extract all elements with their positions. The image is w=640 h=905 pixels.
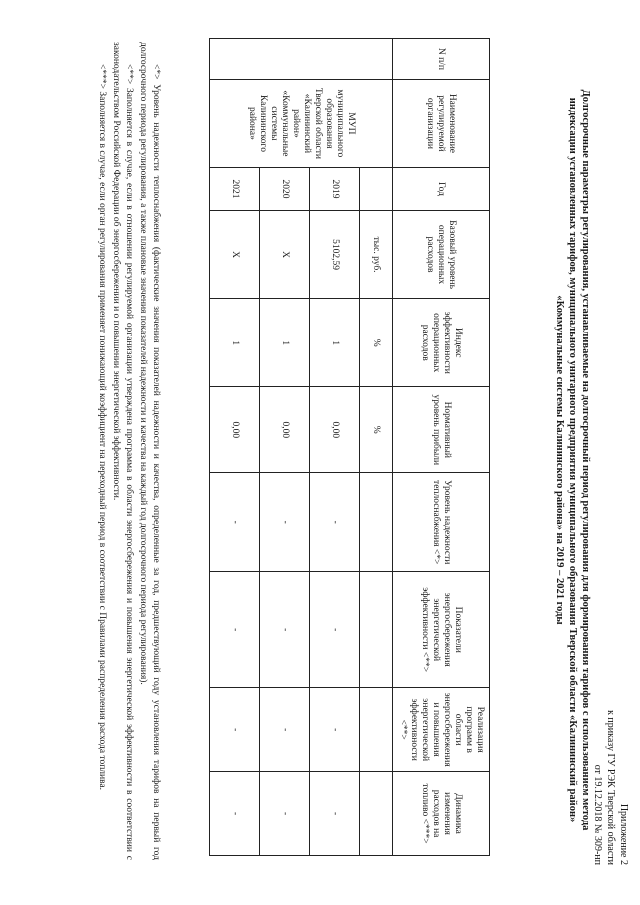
cell-profit: 0,00 [260, 387, 310, 473]
cell-base: 5102,59 [310, 210, 360, 298]
header-year: Год [393, 167, 490, 210]
cell-base: X [210, 210, 260, 298]
header-efficiency-index: Индекс эффективности операционных расходов [393, 299, 490, 387]
cell-reliability: - [260, 473, 310, 572]
cell-fuel: - [260, 772, 310, 856]
cell-number [210, 39, 393, 80]
header-energy-programs: Реализация программ в области энергосбережения и повышения энергетической эффективности <**> [393, 688, 490, 772]
parameters-table [209, 38, 490, 856]
header-row [393, 39, 490, 856]
cell-programs: - [310, 688, 360, 772]
cell-indicators: - [310, 572, 360, 688]
cell-year: 2019 [310, 167, 360, 210]
unit-programs [360, 688, 393, 772]
cell-index: 1 [210, 299, 260, 387]
unit-fuel [360, 772, 393, 856]
cell-index: 1 [310, 299, 360, 387]
cell-index: 1 [260, 299, 310, 387]
footnote-energy-program: <**> Заполняется в случае, если в отношении регулируемой организации утверждена программа в области энергосбережения и повышения энергетической эффективности в соответствии с законодательством Российской Федерации об энергосбережении и о повышении энергетической эффективности. [111, 42, 134, 860]
cell-programs: - [260, 688, 310, 772]
cell-year: 2021 [210, 167, 260, 210]
appendix-line-2: к приказу ГУ РЭК Тверской области [605, 710, 616, 865]
cell-reliability: - [310, 473, 360, 572]
units-row [360, 39, 393, 856]
cell-fuel: - [310, 772, 360, 856]
header-number: N п/п [393, 39, 490, 80]
document-title: Долгосрочные параметры регулирования, устанавливаемые на долгосрочный период регулирования для формирования тарифов с использованием метода индексации установленных тарифов, муниципального унитарного предприятия муниципального образования Тверской области «Калининский район» «Коммунальные системы Калининского района» на 2019 – 2021 годы [554, 89, 591, 831]
cell-indicators: - [260, 572, 310, 688]
header-reliability: Уровень надежности теплоснабжения <*> [393, 473, 490, 572]
cell-profit: 0,00 [310, 387, 360, 473]
footnote-reliability: <*> Уровень надежности теплоснабжения (фактические значения показателей надежности и качества, определенные за год, предшествующий году установления тарифов на первый год долгосрочного периода регулирования, а также плановые значения показателей надежности и качества на каждый год долгосрочного периода регулирования). [138, 42, 161, 860]
cell-organization: МУП муниципального образования Тверской области «Калининский район» «Коммунальные системы Калининского района» [210, 79, 393, 167]
appendix-header [591, 565, 630, 865]
footnote-fuel: <***> Заполняется в случае, если орган регулирования применяет понижающий коэффициент на переходный период в соответствии с Правилами распределения расхода топлива. [97, 64, 107, 791]
header-organization: Наименование регулируемой организации [393, 79, 490, 167]
cell-reliability: - [210, 473, 260, 572]
appendix-line-3: от 19.12.2018 № 309-нп [592, 764, 603, 865]
footnotes [94, 42, 163, 860]
unit-profit: % [360, 387, 393, 473]
unit-reliability [360, 473, 393, 572]
header-fuel-dynamics: Динамика изменения расходов на топливо <***> [393, 772, 490, 856]
cell-year: 2020 [260, 167, 310, 210]
cell-indicators: - [210, 572, 260, 688]
cell-year-unit [360, 167, 393, 210]
cell-base: X [260, 210, 310, 298]
unit-index: % [360, 299, 393, 387]
cell-programs: - [210, 688, 260, 772]
unit-base: тыс. руб. [360, 210, 393, 298]
unit-indicators [360, 572, 393, 688]
header-profit-level: Нормативный уровень прибыли [393, 387, 490, 473]
cell-profit: 0,00 [210, 387, 260, 473]
header-energy-indicators: Показатели энергосбережения энергетической эффективности <**> [393, 572, 490, 688]
cell-fuel: - [210, 772, 260, 856]
header-base-opex: Базовый уровень операционных расходов [393, 210, 490, 298]
appendix-line-1: Приложение 2 [618, 803, 629, 865]
